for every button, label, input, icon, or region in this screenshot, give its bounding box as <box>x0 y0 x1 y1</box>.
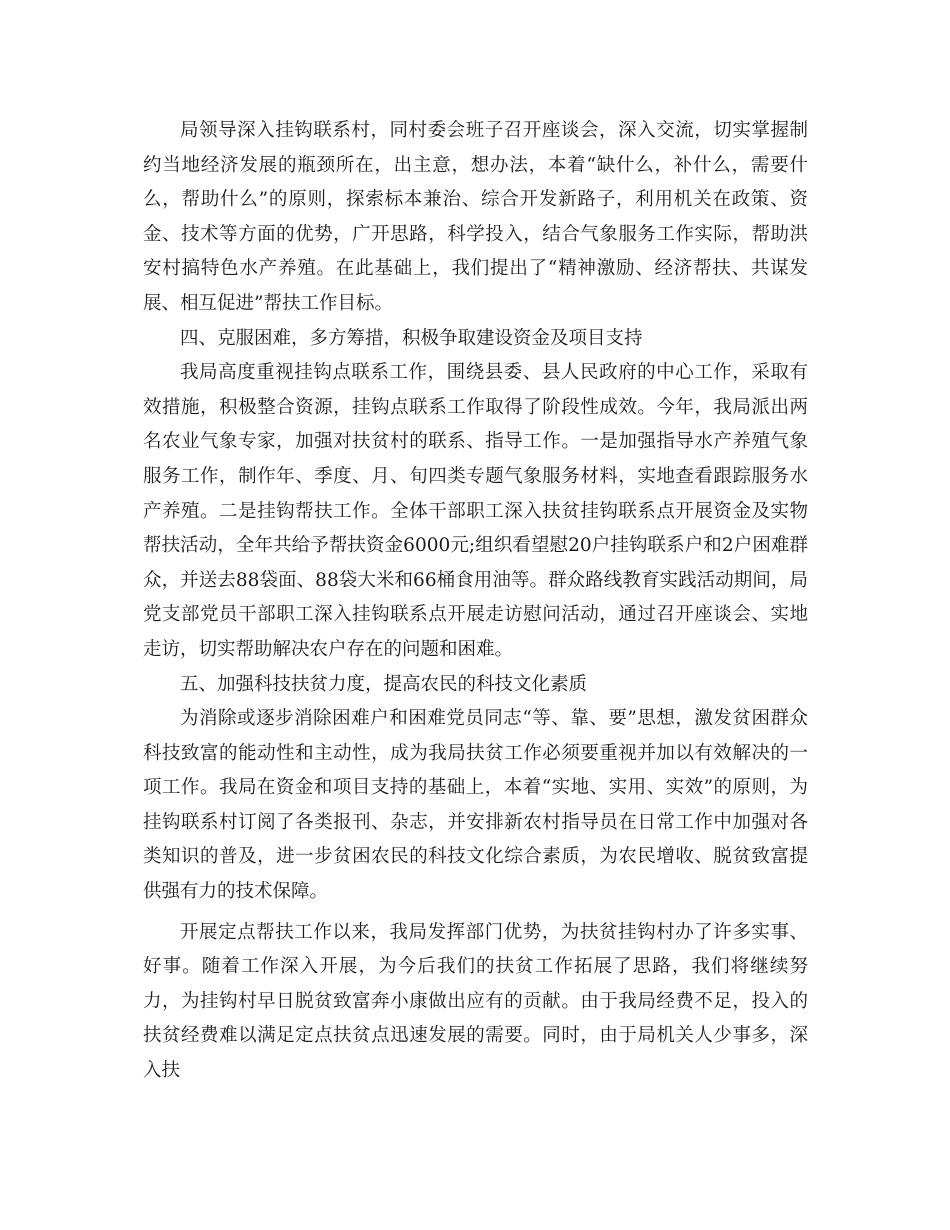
paragraph-tech-education: 为消除或逐步消除困难户和困难党员同志“等、靠、要”思想，激发贫困群众科技致富的能动性和主动性，成为我局扶贫工作必须要重视并加以有效解决的一项工作。我局在资金和项目支持的基础上，本着“实地、实用、实效”的原则，为挂钩联系村订阅了各类报刊、杂志，并安排新农村指导员在日常工作中加强对各类知识的普及，进一步贫困农民的科技文化综合素质，为农民增收、脱贫致富提供强有力的技术保障。 <box>143 708 808 903</box>
section-heading-four: 四、克服困难，多方筹措，积极争取建设资金及项目支持 <box>180 327 643 349</box>
paragraph-assistance-goals: 局领导深入挂钩联系村，同村委会班子召开座谈会，深入交流，切实掌握制约当地经济发展的瓶颈所在，出主意，想办法，本着“缺什么，补什么，需要什么，帮助什么”的原则，探索标本兼治、综合开发新路子，利用机关在政策、资金、技术等方面的优势，广开思路，科学投入，结合气象服务工作实际，帮助洪安村搞特色水产养殖。在此基础上，我们提出了“精神激励、经济帮扶、共谋发展、相互促进”帮扶工作目标。 <box>143 120 808 314</box>
section-heading-five: 五、加强科技扶贫力度，提高农民的科技文化素质 <box>180 673 588 695</box>
paragraph-summary: 开展定点帮扶工作以来，我局发挥部门优势，为扶贫挂钩村办了许多实事、好事。随着工作深入开展，为今后我们的扶贫工作拓展了思路，我们将继续努力，为挂钩村早日脱贫致富奔小康做出应有的贡献。由于我局经费不足，投入的扶贫经费难以满足定点扶贫点迅速发展的需要。同时，由于局机关人少事多，深入扶 <box>143 921 808 1082</box>
paragraph-funding-support: 我局高度重视挂钩点联系工作，围绕县委、县人民政府的中心工作，采取有效措施，积极整合资源，挂钩点联系工作取得了阶段性成效。今年，我局派出两名农业气象专家，加强对扶贫村的联系、指导工作。一是加强指导水产养殖气象服务工作，制作年、季度、月、旬四类专题气象服务材料，实地查看跟踪服务水产养殖。二是挂钩帮扶工作。全体干部职工深入扶贫挂钩联系点开展资金及实物帮扶活动，全年共给予帮扶资金6000元;组织看望慰20户挂钩联系户和2户困难群众，并送去88袋面、88袋大米和66桶食用油等。群众路线教育实践活动期间，局党支部党员干部职工深入挂钩联系点开展走访慰问活动，通过召开座谈会、实地走访，切实帮助解决农户存在的问题和困难。 <box>143 362 808 660</box>
document-body <box>143 114 808 1089</box>
